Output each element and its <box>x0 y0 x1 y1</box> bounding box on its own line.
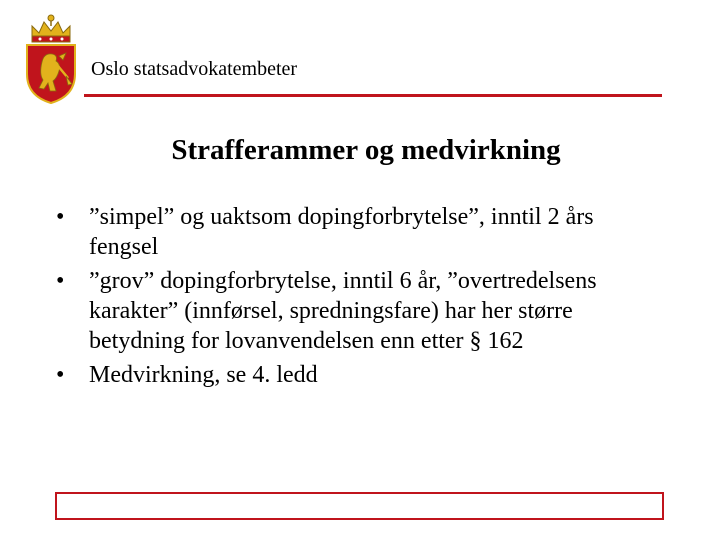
organization-name: Oslo statsadvokatembeter <box>91 58 298 80</box>
bullet-marker: • <box>56 204 65 230</box>
list-item <box>56 266 656 356</box>
bullet-list <box>56 202 656 394</box>
list-item <box>56 360 656 390</box>
slide-title: Strafferammer og medvirkning <box>171 134 561 166</box>
bullet-text: ”grov” dopingforbrytelse, inntil 6 år, ”overtredelsens karakter” (innførsel, spredningsfare) har her større betydning for lovanvendelsen enn etter § 162 <box>89 268 597 354</box>
header-rule <box>84 94 662 97</box>
list-item <box>56 202 656 262</box>
bullet-text: ”simpel” og uaktsom dopingforbrytelse”, inntil 2 års fengsel <box>89 204 594 260</box>
bullet-text: Medvirkning, se 4. ledd <box>89 362 318 388</box>
footer-box <box>55 492 664 520</box>
emblem <box>22 14 80 104</box>
crown-icon <box>32 15 70 42</box>
bullet-marker: • <box>56 362 65 388</box>
norwegian-coat-of-arms-icon <box>22 14 80 104</box>
bullet-marker: • <box>56 268 65 294</box>
